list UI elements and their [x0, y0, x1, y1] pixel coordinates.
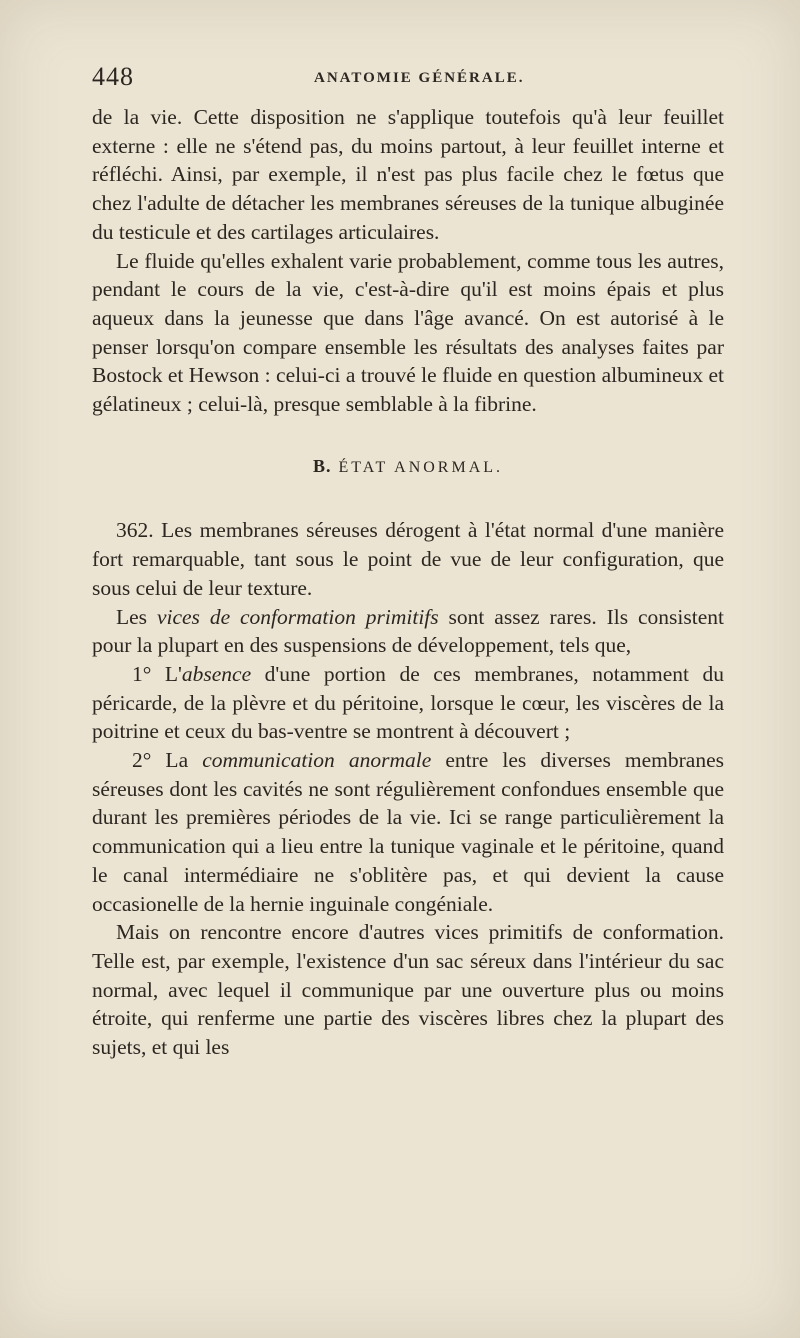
list-item-absence	[92, 660, 724, 746]
section-letter: B.	[312, 455, 332, 476]
text-run: 1° L'	[132, 661, 182, 686]
text-run: d'une portion de ces membranes, notamment du péricarde, de la plèvre et du péritoine, lorsque le cœur, les viscères de la poitrine et ceux du bas-ventre se montrent à découvert ;	[92, 661, 724, 744]
paragraph-fluid: Le fluide qu'elles exhalent varie probablement, comme tous les autres, pendant le cours de la vie, c'est-à-dire qu'il est moins épais et plus aqueux dans la jeunesse que dans l'âge avancé. On est autorisé à le penser lorsqu'on compare ensemble les résultats des analyses faites par Bostock et Hewson : celui-ci a trouvé le fluide en question albumineux et gélatineux ; celui-là, presque semblable à la fibrine.	[92, 248, 724, 417]
italic-term: communication anormale	[202, 748, 432, 773]
body-text	[92, 103, 724, 1062]
section-title: ÉTAT ANORMAL.	[338, 458, 504, 476]
text-run: entre les diverses membranes séreuses dont les cavités ne sont régulièrement confondues ensemble que durant les premières périodes de la vie. Ici se range particulièrement la communication qui a lieu entre la tunique vaginale et le péritoine, quand le canal intermédiaire ne s'oblitère pas, et qui devient la cause occasionelle de la hernie inguinale congéniale.	[92, 748, 725, 916]
text-run: Les	[116, 604, 157, 629]
paragraph-vices	[92, 603, 724, 660]
italic-term: absence	[181, 661, 252, 686]
paragraph-continuation: de la vie. Cette disposition ne s'applique toutefois qu'à leur feuillet externe : elle ne s'étend pas, du moins partout, à leur feuillet interne et réfléchi. Ainsi, par exemple, il n'est pas plus facile chez le fœtus que chez l'adulte de détacher les membranes séreuses de la tunique albuginée du testicule et des cartilages articulaires.	[92, 105, 724, 244]
running-head: ANATOMIE GÉNÉRALE.	[314, 70, 525, 86]
paragraph-362: 362. Les membranes séreuses dérogent à l'état normal d'une manière fort remarquable, tant sous le point de vue de leur configuration, que sous celui de leur texture.	[92, 518, 724, 600]
section-heading	[92, 452, 724, 483]
page-header	[92, 62, 732, 102]
italic-term: vices de conformation primitifs	[156, 604, 439, 629]
page-number: 448	[92, 62, 134, 91]
paragraph-other-vices: Mais on rencontre encore d'autres vices primitifs de conformation. Telle est, par exemple, l'existence d'un sac séreux dans l'intérieur du sac normal, avec lequel il communique par une ouverture plus ou moins étroite, qui renferme une partie des viscères libres chez la plupart des sujets, et qui les	[92, 920, 724, 1060]
text-run: 2° La	[132, 748, 203, 773]
list-item-communication	[92, 746, 724, 918]
text-run: sont assez rares. Ils consistent pour la plupart en des suspensions de développement, tels que,	[92, 604, 725, 658]
